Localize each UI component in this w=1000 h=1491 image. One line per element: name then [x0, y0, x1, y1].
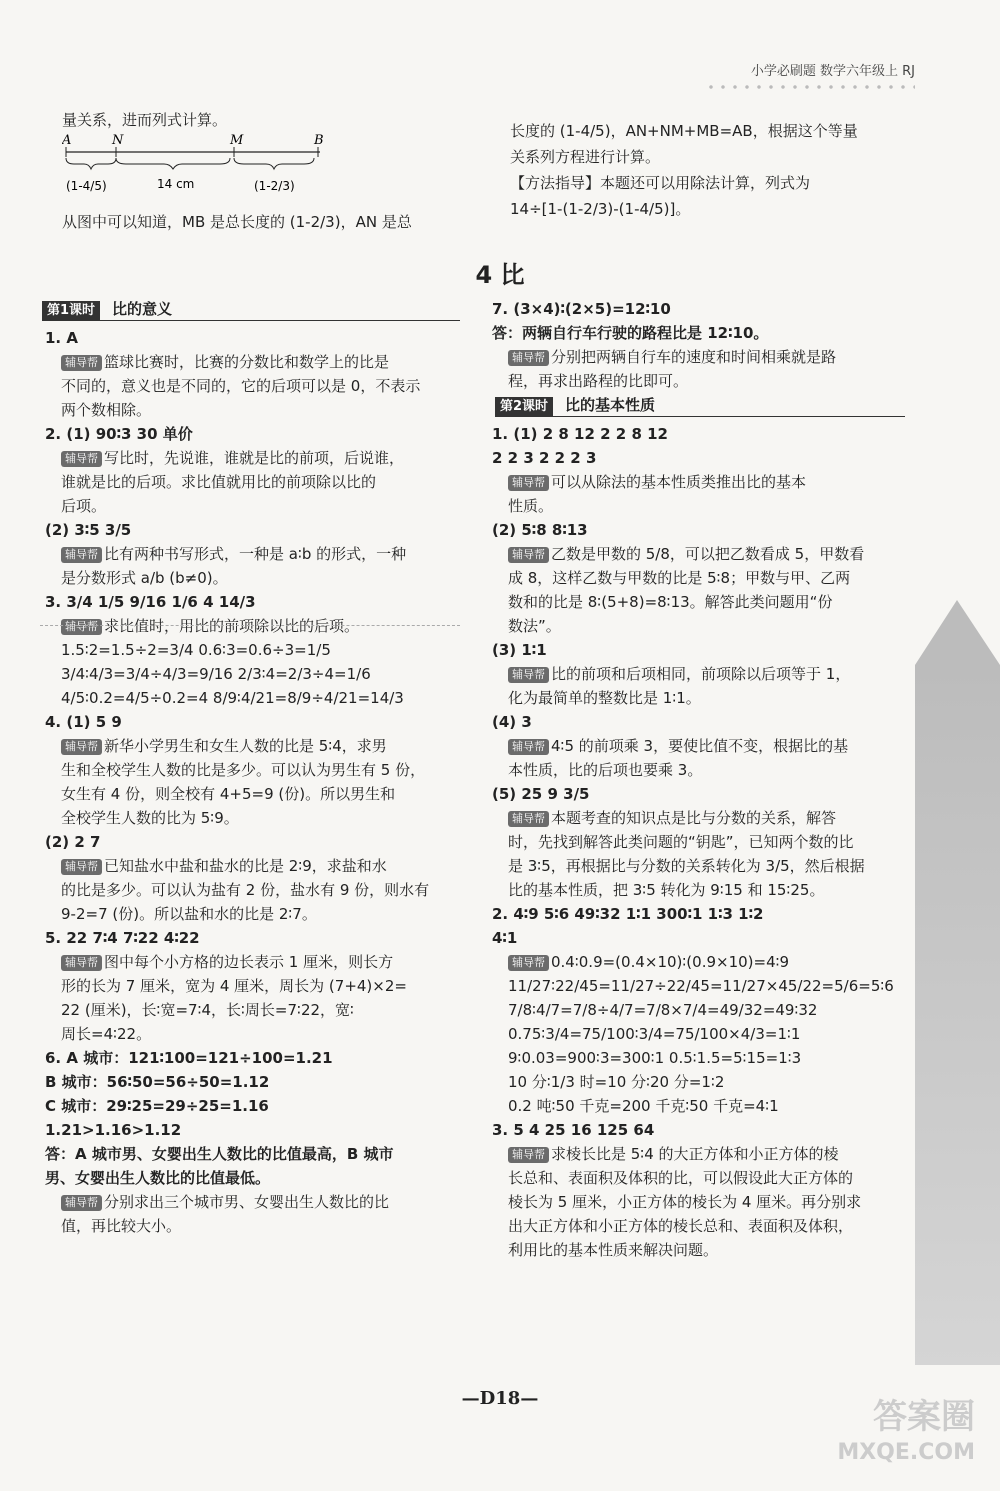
hint-tag: 辅导帮 [61, 451, 102, 467]
explanation-line [45, 470, 465, 494]
explanation-line [492, 1046, 912, 1070]
explanation-line [492, 1214, 912, 1238]
explanation-line [492, 1070, 912, 1094]
label-mid: 14 cm [157, 177, 195, 191]
lesson-number: 第2课时 [495, 397, 553, 417]
line-text: (2) 2 7 [45, 833, 101, 851]
line-text: 篮球比赛时，比赛的分数比和数学上的比是 [104, 353, 390, 371]
answer-line [45, 1094, 465, 1118]
explanation-line [492, 758, 912, 782]
hint-line [45, 446, 465, 470]
explanation-line [492, 614, 912, 638]
hint-line [45, 1190, 465, 1214]
answer-line [492, 321, 912, 345]
line-text: 是 3∶5，再根据比与分数的关系转化为 3/5，然后根据 [508, 857, 865, 875]
answer-line [45, 1070, 465, 1094]
line-text: 1.21>1.16>1.12 [45, 1121, 182, 1139]
explanation-line [492, 830, 912, 854]
answer-line [492, 710, 912, 734]
line-text: 值，再比较大小。 [61, 1217, 182, 1235]
line-text: 是分数形式 a/b (b≠0)。 [61, 569, 228, 587]
hint-line [492, 950, 912, 974]
line-text: 生和全校学生人数的比是多少。可以认为男生有 5 份， [61, 761, 426, 779]
line-text: 1. A [45, 329, 78, 347]
answer-line [492, 446, 912, 470]
answer-line [492, 926, 912, 950]
line-text: 新华小学男生和女生人数的比是 5∶4，求男 [104, 737, 387, 755]
hint-line [492, 806, 912, 830]
hint-line [492, 470, 912, 494]
explanation-line [45, 662, 465, 686]
line-text: 0.2 吨∶50 千克=200 千克∶50 千克=4∶1 [508, 1097, 779, 1115]
hint-tag: 辅导帮 [508, 955, 549, 971]
line-text: 写比时，先说谁，谁就是比的前项，后说谁， [104, 449, 405, 467]
point-m: M [230, 133, 244, 148]
line-text: 图中每个小方格的边长表示 1 厘米，则长方 [104, 953, 394, 971]
answer-line [45, 518, 465, 542]
chapter-title: 4 比 [475, 261, 525, 289]
explanation-line [45, 398, 465, 422]
answer-line [492, 422, 912, 446]
top-right-block [510, 118, 910, 222]
line-text: 后项。 [61, 497, 107, 515]
page-number: —D18— [461, 1388, 539, 1409]
answer-line [45, 1166, 465, 1190]
line-text: 3. 5 4 25 16 125 64 [492, 1121, 655, 1139]
explanation-line [45, 998, 465, 1022]
answer-line [45, 590, 465, 614]
line-text: 11/27∶22/45=11/27÷22/45=11/27×45/22=5/6=5∶6 [508, 977, 894, 995]
lesson-1-header [42, 298, 460, 321]
hint-line [492, 662, 912, 686]
line-text: 数和的比是 8∶(5+8)=8∶13。解答此类问题用“份 [508, 593, 833, 611]
label-right: (1-2/3) [254, 179, 295, 193]
header-dotted-rule [705, 85, 915, 89]
lesson-number: 第1课时 [42, 301, 100, 321]
label-left: (1-4/5) [66, 179, 107, 193]
line-text: 的比是多少。可以认为盐有 2 份，盐水有 9 份，则水有 [61, 881, 430, 899]
lesson-name: 比的意义 [112, 300, 173, 318]
hint-line [492, 542, 912, 566]
line-text: 形的长为 7 厘米，宽为 4 厘米，周长为 (7+4)×2= [61, 977, 407, 995]
line-text: 2. (1) 90∶3 30 单价 [45, 425, 193, 443]
text-line: 量关系，进而列式计算。 [62, 111, 228, 129]
explanation-line [492, 566, 912, 590]
line-text: 利用比的基本性质来解决问题。 [508, 1241, 719, 1259]
line-text: 成 8，这样乙数与甲数的比是 5∶8；甲数与甲、乙两 [508, 569, 851, 587]
line-text: 3. 3/4 1/5 9/16 1/6 4 14/3 [45, 593, 256, 611]
line-text: 4∶5 的前项乘 3，要使比值不变，根据比的基 [551, 737, 849, 755]
running-header: 小学必刷题 数学六年级上 RJ [750, 64, 915, 79]
line-text: 女生有 4 份，则全校有 4+5=9 (份)。所以男生和 [61, 785, 396, 803]
hint-tag: 辅导帮 [61, 547, 102, 563]
line-text: 全校学生人数的比为 5∶9。 [61, 809, 239, 827]
hint-line [492, 734, 912, 758]
hint-line [45, 854, 465, 878]
explanation-line [492, 998, 912, 1022]
line-text: 本性质，比的后项也要乘 3。 [508, 761, 703, 779]
watermark-url: MXQE.COM [837, 1440, 975, 1465]
line-text: 求棱长比是 5∶4 的大正方体和小正方体的棱 [551, 1145, 839, 1163]
point-n: N [112, 133, 124, 148]
hint-tag: 辅导帮 [61, 1195, 102, 1211]
hint-line [45, 542, 465, 566]
text-line: 长度的 (1-4/5)，AN+NM+MB=AB，根据这个等量 [510, 122, 858, 140]
line-text: (2) 3∶5 3/5 [45, 521, 132, 539]
answer-line [45, 1142, 465, 1166]
line-text: C 城市：29∶25=29÷25=1.16 [45, 1097, 269, 1115]
line-text: 性质。 [508, 497, 554, 515]
answer-line [45, 710, 465, 734]
explanation-line [45, 782, 465, 806]
hint-line [45, 350, 465, 374]
hint-line [45, 950, 465, 974]
text-line: 【方法指导】本题还可以用除法计算，列式为 [510, 174, 811, 192]
hint-tag: 辅导帮 [508, 667, 549, 683]
line-text: 0.4∶0.9=(0.4×10)∶(0.9×10)=4∶9 [551, 953, 790, 971]
line-text: 化为最简单的整数比是 1∶1。 [508, 689, 701, 707]
explanation-line [492, 1190, 912, 1214]
line-text: 时，先找到解答此类问题的“钥匙”，已知两个数的比 [508, 833, 854, 851]
line-text: 答：两辆自行车行驶的路程比是 12∶10。 [492, 324, 769, 342]
explanation-line [492, 1166, 912, 1190]
answer-line [492, 297, 912, 321]
right-column-top [492, 297, 912, 393]
hint-tag: 辅导帮 [61, 859, 102, 875]
hint-tag: 辅导帮 [508, 350, 549, 366]
line-text: 4∶1 [492, 929, 518, 947]
line-text: 9∶0.03=900∶3=300∶1 0.5∶1.5=5∶15=1∶3 [508, 1049, 802, 1067]
explanation-line [45, 638, 465, 662]
line-text: 0.75∶3/4=75/100∶3/4=75/100×4/3=1∶1 [508, 1025, 801, 1043]
hint-tag: 辅导帮 [61, 619, 102, 635]
line-text: (4) 3 [492, 713, 532, 731]
hint-tag: 辅导帮 [508, 739, 549, 755]
line-text: 4. (1) 5 9 [45, 713, 122, 731]
side-decoration [915, 665, 1000, 1365]
hint-line [45, 614, 465, 638]
answer-line [45, 422, 465, 446]
line-text: 6. A 城市：121∶100=121÷100=1.21 [45, 1049, 333, 1067]
answer-line [45, 1046, 465, 1070]
hint-tag: 辅导帮 [508, 811, 549, 827]
text-line: 关系列方程进行计算。 [510, 148, 661, 166]
explanation-line [492, 1094, 912, 1118]
line-text: 程，再求出路程的比即可。 [508, 372, 689, 390]
line-text: 比有两种书写形式，一种是 a∶b 的形式，一种 [104, 545, 407, 563]
hint-tag: 辅导帮 [508, 475, 549, 491]
line-text: 答：A 城市男、女婴出生人数比的比值最高，B 城市 [45, 1145, 394, 1163]
answer-line [492, 902, 912, 926]
explanation-line [492, 1238, 912, 1262]
explanation-line [45, 686, 465, 710]
line-text: 谁就是比的后项。求比值就用比的前项除以比的 [61, 473, 377, 491]
text-line: 14÷[1-(1-2/3)-(1-4/5)]。 [510, 200, 691, 218]
hint-tag: 辅导帮 [61, 955, 102, 971]
right-column-main [492, 422, 912, 1262]
line-text: 长总和、表面积及体积的比，可以假设此大正方体的 [508, 1169, 854, 1187]
side-decoration-tip [915, 600, 1000, 665]
line-text: 1.5∶2=1.5÷2=3/4 0.6∶3=0.6÷3=1/5 [61, 641, 331, 659]
line-text: 1. (1) 2 8 12 2 2 8 12 [492, 425, 668, 443]
line-text: (2) 5∶8 8∶13 [492, 521, 588, 539]
line-text: 2 2 3 2 2 2 3 [492, 449, 597, 467]
line-text: 棱长为 5 厘米，小正方体的棱长为 4 厘米。再分别求 [508, 1193, 862, 1211]
left-column [45, 326, 465, 1238]
line-text: 已知盐水中盐和盐水的比是 2∶9，求盐和水 [104, 857, 387, 875]
line-text: 两个数相除。 [61, 401, 152, 419]
text-line: 从图中可以知道，MB 是总长度的 (1-2/3)，AN 是总 [62, 213, 412, 231]
line-text: 比的前项和后项相同，前项除以后项等于 1， [551, 665, 851, 683]
line-text: 5. 22 7∶4 7∶22 4∶22 [45, 929, 200, 947]
explanation-line [45, 566, 465, 590]
explanation-line [492, 369, 912, 393]
explanation-line [45, 878, 465, 902]
line-text: 10 分∶1/3 时=10 分∶20 分=1∶2 [508, 1073, 725, 1091]
hint-line [45, 734, 465, 758]
line-text: 3/4∶4/3=3/4÷4/3=9/16 2/3∶4=2/3÷4=1/6 [61, 665, 371, 683]
line-text: 分别求出三个城市男、女婴出生人数比的比 [104, 1193, 390, 1211]
line-text: 分别把两辆自行车的速度和时间相乘就是路 [551, 348, 837, 366]
hint-tag: 辅导帮 [61, 355, 102, 371]
line-text: (3) 1∶1 [492, 641, 547, 659]
point-a: A [62, 133, 72, 148]
dashed-divider [40, 625, 460, 626]
line-text: 不同的，意义也是不同的，它的后项可以是 0，不表示 [61, 377, 421, 395]
explanation-line [45, 902, 465, 926]
hint-tag: 辅导帮 [508, 1147, 549, 1163]
line-text: 可以从除法的基本性质类推出比的基本 [551, 473, 807, 491]
explanation-line [492, 590, 912, 614]
lesson-2-header [495, 394, 905, 417]
line-text: 男、女婴出生人数比的比值最低。 [45, 1169, 271, 1187]
line-text: 2. 4∶9 5∶6 49∶32 1∶1 300∶1 1∶3 1∶2 [492, 905, 764, 923]
answer-line [492, 638, 912, 662]
explanation-line [492, 974, 912, 998]
explanation-line [492, 494, 912, 518]
line-text: 求比值时，用比的前项除以比的后项。 [104, 617, 360, 635]
answer-line [45, 926, 465, 950]
segment-diagram [62, 132, 362, 198]
line-text: 7/8∶4/7=7/8÷4/7=7/8×7/4=49/32=49∶32 [508, 1001, 818, 1019]
line-text: 比的基本性质，把 3∶5 转化为 9∶15 和 15∶25。 [508, 881, 825, 899]
point-b: B [314, 133, 324, 148]
explanation-line [492, 854, 912, 878]
explanation-line [492, 1022, 912, 1046]
explanation-line [45, 806, 465, 830]
line-text: 4/5∶0.2=4/5÷0.2=4 8/9∶4/21=8/9÷4/21=14/3 [61, 689, 404, 707]
answer-line [45, 830, 465, 854]
explanation-line [45, 1214, 465, 1238]
line-text: 7. (3×4)∶(2×5)=12∶10 [492, 300, 671, 318]
line-text: (5) 25 9 3/5 [492, 785, 590, 803]
hint-tag: 辅导帮 [508, 547, 549, 563]
line-text: 22 (厘米)，长∶宽=7∶4，长∶周长=7∶22，宽∶ [61, 1001, 354, 1019]
answer-line [492, 518, 912, 542]
hint-tag: 辅导帮 [61, 739, 102, 755]
line-text: 本题考查的知识点是比与分数的关系，解答 [551, 809, 837, 827]
answer-line [492, 1118, 912, 1142]
line-text: 出大正方体和小正方体的棱长总和、表面积及体积， [508, 1217, 854, 1235]
watermark-logo: 答案圈 [873, 1397, 975, 1437]
line-text: 数法”。 [508, 617, 561, 635]
line-text: B 城市：56∶50=56÷50=1.12 [45, 1073, 270, 1091]
explanation-line [45, 974, 465, 998]
line-text: 周长=4∶22。 [61, 1025, 152, 1043]
line-text: 9-2=7 (份)。所以盐和水的比是 2∶7。 [61, 905, 317, 923]
answer-line [45, 326, 465, 350]
lesson-name: 比的基本性质 [565, 396, 656, 414]
line-text: 乙数是甲数的 5/8，可以把乙数看成 5，甲数看 [551, 545, 865, 563]
explanation-line [45, 374, 465, 398]
answer-line [492, 782, 912, 806]
explanation-line [492, 878, 912, 902]
hint-line [492, 1142, 912, 1166]
top-left-block [62, 108, 462, 234]
explanation-line [45, 494, 465, 518]
explanation-line [45, 1022, 465, 1046]
watermark [837, 1399, 975, 1471]
hint-line [492, 345, 912, 369]
explanation-line [492, 686, 912, 710]
explanation-line [45, 758, 465, 782]
answer-line [45, 1118, 465, 1142]
